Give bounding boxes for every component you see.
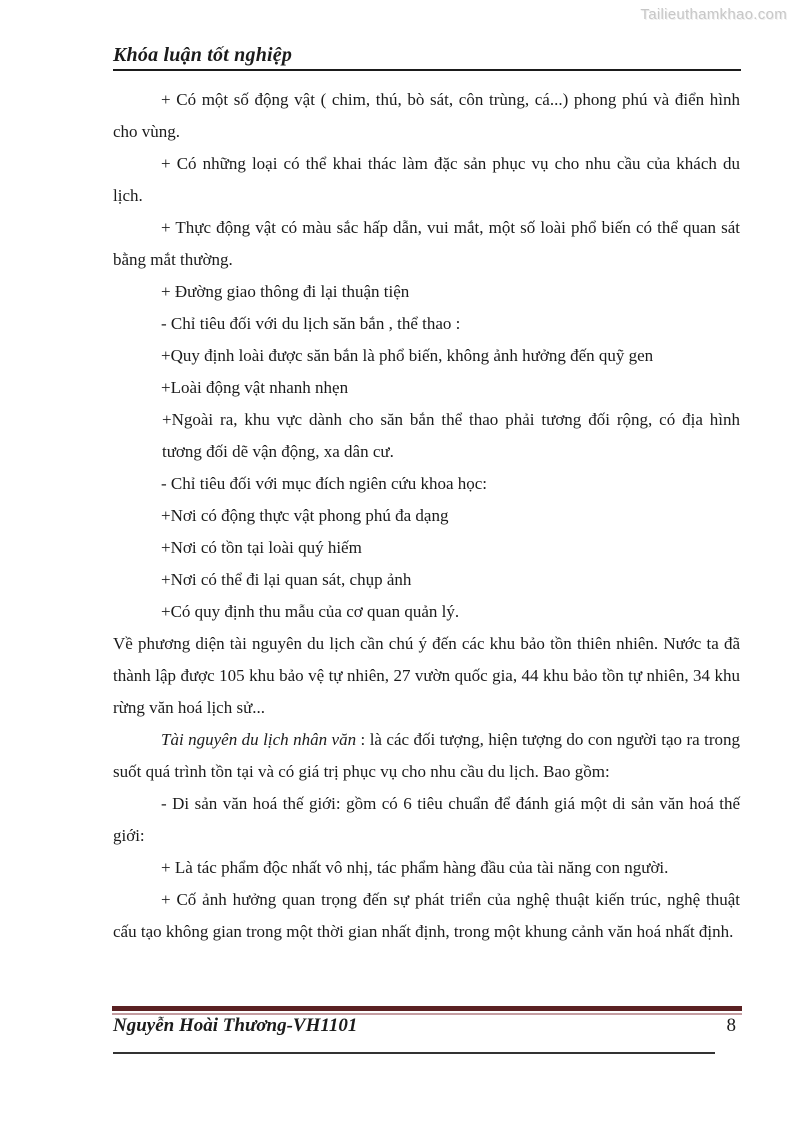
paragraph: - Di sản văn hoá thế giới: gồm có 6 tiêu chuẩn để đánh giá một di sản văn hoá thế giới: <box>113 794 740 845</box>
watermark: Tailieuthamkhao.com <box>640 6 787 23</box>
paragraph: + Có những loại có thể khai thác làm đặc sản phục vụ cho nhu cầu của khách du lịch. <box>113 154 740 205</box>
header-title: Khóa luận tốt nghiệp <box>113 44 293 66</box>
footer-rule <box>113 1052 715 1054</box>
paragraph: - Chỉ tiêu đối với mục đích ngiên cứu khoa học: <box>161 474 488 493</box>
footer-accent-bar <box>112 1006 742 1011</box>
paragraph: + Cố ảnh hưởng quan trọng đến sự phát triển của nghệ thuật kiến trúc, nghệ thuật cấu tạo không gian trong một thời gian nhất định, trong một khung cảnh văn hoá nhất định. <box>113 890 740 941</box>
paragraph: +Có quy định thu mẫu của cơ quan quản lý. <box>161 602 460 621</box>
paragraph: Về phương diện tài nguyên du lịch cần chú ý đến các khu bảo tồn thiên nhiên. Nước ta đã thành lập được 105 khu bảo vệ tự nhiên, 27 vườn quốc gia, 44 khu bảo tồn tự nhiên, 34 khu rừng văn hoá lịch sử... <box>113 634 740 717</box>
page-footer <box>113 1015 740 1037</box>
paragraph: +Ngoài ra, khu vực dành cho săn bắn thể thao phải tương đối rộng, có địa hình tương đối dẽ vận động, xa dân cư. <box>162 410 740 461</box>
footer-author: Nguyễn Hoài Thương-VH1101 <box>113 1015 358 1036</box>
paragraph: + Đường giao thông đi lại thuận tiện <box>161 282 410 301</box>
paragraph: +Nơi có động thực vật phong phú đa dạng <box>161 506 449 525</box>
paragraph: + Thực động vật có màu sắc hấp dẫn, vui mắt, một số loài phổ biến có thể quan sát bằng mắt thường. <box>113 218 740 269</box>
footer-page-number: 8 <box>726 1015 736 1036</box>
paragraph: + Có một số động vật ( chim, thú, bò sát, côn trùng, cá...) phong phú và điển hình cho vùng. <box>113 90 740 141</box>
page-header <box>113 44 741 71</box>
paragraph: + Là tác phẩm độc nhất vô nhị, tác phẩm hàng đầu của tài năng con người. <box>161 858 669 877</box>
paragraph: - Chỉ tiêu đối với du lịch săn bắn , thể thao : <box>161 314 461 333</box>
paragraph: +Nơi có tồn tại loài quý hiếm <box>161 538 362 557</box>
paragraph: +Loài động vật nhanh nhẹn <box>161 378 349 397</box>
paragraph: Tài nguyên du lịch nhân văn : là các đối tượng, hiện tượng do con người tạo ra trong suốt quá trình tồn tại và có giá trị phục vụ cho nhu cầu du lịch. Bao gồm: <box>113 730 741 781</box>
paragraph: +Quy định loài được săn bắn là phổ biến, không ảnh hưởng đến quỹ gen <box>161 346 654 365</box>
document-body <box>113 84 740 948</box>
paragraph: +Nơi có thể đi lại quan sát, chụp ảnh <box>161 570 412 589</box>
italic-lead: Tài nguyên du lịch nhân văn <box>161 730 357 749</box>
